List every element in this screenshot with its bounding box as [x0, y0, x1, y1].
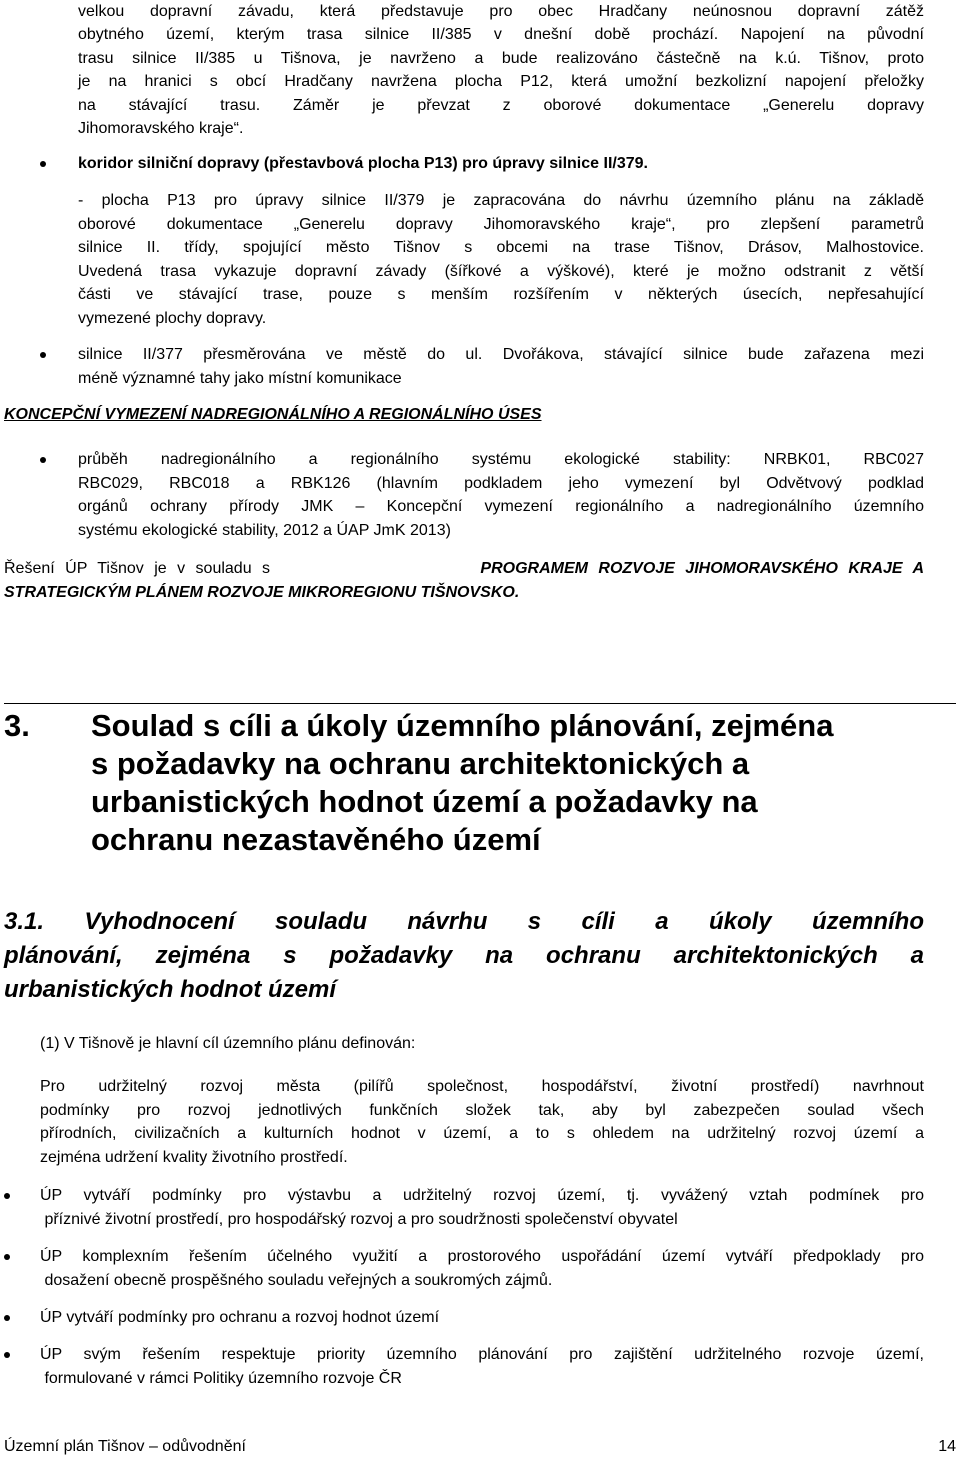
text-line: vymezené plochy dopravy. — [78, 310, 267, 327]
list-item-line: ÚP svým řešením respektuje priority územního plánování pro zajištění udržitelného rozvoje území, — [40, 1346, 924, 1363]
text-line: oborové dokumentace „Generelu dopravy Jihomoravského kraje“, pro zlepšení parametrů — [78, 216, 924, 233]
bullet-icon — [4, 1352, 10, 1358]
text-line: na stávající trasu. Záměr je převzat z oborové dokumentace „Generelu dopravy — [78, 97, 924, 114]
list-item-line: příznivé životní prostředí, pro hospodářský rozvoj a pro soudržnosti společenství obyvatel — [40, 1211, 678, 1228]
section-number: 3. — [4, 708, 30, 743]
text-line: průběh nadregionálního a regionálního systému ekologické stability: NRBK01, RBC027 — [78, 451, 924, 468]
title-line: plánování, zejména s požadavky na ochranu architektonických a — [4, 942, 924, 969]
list-item-line: ÚP vytváří podmínky pro ochranu a rozvoj hodnot území — [40, 1309, 440, 1326]
text-line: - plocha P13 pro úpravy silnice II/379 je zapracována do návrhu územního plánu na základě — [78, 192, 924, 209]
text-line: části ve stávající trase, pouze s menším rozšířením v některých úsecích, nepřesahující — [78, 286, 924, 303]
bullet-icon — [4, 1193, 10, 1199]
reseni-prefix: Řešení ÚP Tišnov je v souladu s — [4, 560, 271, 577]
list-item-line: dosažení obecně prospěšného souladu veřejných a soukromých zájmů. — [40, 1272, 553, 1289]
text-line: zejména udržení kvality životního prostředí. — [40, 1149, 348, 1166]
text-line: trasu silnice II/385 u Tišnova, je navrženo a bude realizováno částečně na k.ú. Tišnov, proto — [78, 50, 924, 67]
bullet-icon — [40, 457, 46, 463]
bullet-icon — [4, 1315, 10, 1321]
text-line: je na hranici s obcí Hradčany navržena plocha P12, která umožní bezkolizní napojení přeložky — [78, 73, 924, 90]
footer-title: Územní plán Tišnov – odůvodnění — [4, 1438, 246, 1455]
text-line: silnice II. třídy, spojující město Tišnov s obcemi na trase Tišnov, Drásov, Malhostovice. — [78, 239, 924, 256]
text-line: silnice II/377 přesměrována ve městě do ul. Dvořákova, stávající silnice bude zařazena mezi — [78, 346, 924, 363]
list-item-line: formulované v rámci Politiky územního rozvoje ČR — [40, 1370, 402, 1387]
reseni-strategic-plan: STRATEGICKÝM PLÁNEM ROZVOJE MIKROREGIONU TIŠNOVSKO. — [4, 584, 520, 601]
title-line: Soulad s cíli a úkoly územního plánování, zejména — [91, 708, 834, 743]
bullet-icon — [4, 1254, 10, 1260]
page-number: 14 — [938, 1438, 956, 1455]
text-line: méně významné tahy jako místní komunikace — [78, 370, 402, 387]
list-item-line: ÚP vytváří podmínky pro výstavbu a udržitelný rozvoj území, tj. vyvážený vztah podmínek pro — [40, 1187, 924, 1204]
text-line: Jihomoravského kraje“. — [78, 120, 244, 137]
text-line: přírodních, civilizačních a kulturních hodnot v území, a to s ohledem na udržitelný rozvoj území a — [40, 1125, 924, 1142]
title-line: urbanistických hodnot území a požadavky na — [91, 784, 758, 819]
section-heading: KONCEPČNÍ VYMEZENÍ NADREGIONÁLNÍHO A REGIONÁLNÍHO ÚSES — [4, 406, 542, 423]
corridor-title: koridor silniční dopravy (přestavbová plocha P13) pro úpravy silnice II/379. — [78, 155, 648, 172]
title-line: urbanistických hodnot území — [4, 976, 337, 1003]
text-line: orgánů ochrany přírody JMK – Koncepční vymezení regionálního a nadregionálního územního — [78, 498, 924, 515]
title-line: ochranu nezastavěného území — [91, 822, 541, 857]
section-divider — [4, 703, 956, 704]
text-line: systému ekologické stability, 2012 a ÚAP JmK 2013) — [78, 522, 451, 539]
list-item-line: ÚP komplexním řešením účelného využití a prostorového uspořádání území vytváří předpoklady pro — [40, 1248, 924, 1265]
title-line: 3.1. Vyhodnocení souladu návrhu s cíli a úkoly územního — [4, 908, 924, 935]
reseni-line-1 — [4, 557, 924, 580]
title-line: s požadavky na ochranu architektonických a — [91, 746, 750, 781]
reseni-program: PROGRAMEM ROZVOJE JIHOMORAVSKÉHO KRAJE A — [480, 560, 924, 577]
bullet-icon — [40, 161, 46, 167]
goal-intro: (1) V Tišnově je hlavní cíl územního plánu definován: — [40, 1035, 416, 1052]
text-line: RBC029, RBC018 a RBK126 (hlavním podkladem jeho vymezení byl Odvětvový podklad — [78, 475, 924, 492]
text-line: Uvedená trasa vykazuje dopravní závady (šířkové a výškové), které je možno odstranit z větší — [78, 263, 924, 280]
text-line: Pro udržitelný rozvoj města (pilířů společnost, hospodářství, životní prostředí) navrhnout — [40, 1078, 924, 1095]
bullet-icon — [40, 352, 46, 358]
text-line: podmínky pro rozvoj jednotlivých funkčních složek tak, aby byl zabezpečen soulad všech — [40, 1102, 924, 1119]
text-line: velkou dopravní závadu, která představuje pro obec Hradčany neúnosnou dopravní zátěž — [78, 3, 924, 20]
text-line: obytného území, kterým trasa silnice II/385 v dnešní době prochází. Napojení na původní — [78, 26, 924, 43]
